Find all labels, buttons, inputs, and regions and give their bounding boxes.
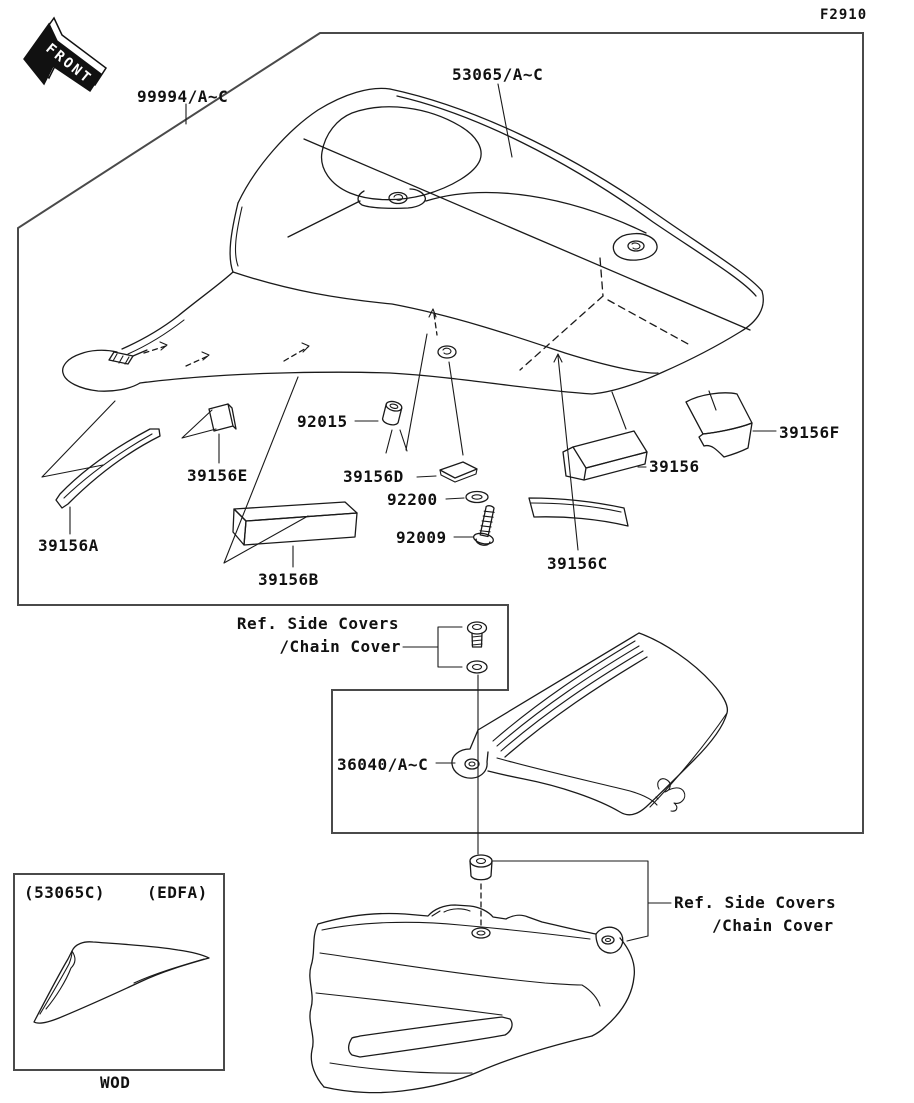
label-damper: 92015 xyxy=(297,412,348,431)
label-pad-c: 39156C xyxy=(547,554,608,573)
front-direction-arrow xyxy=(24,18,106,91)
pad-39156A-drawing xyxy=(56,429,160,508)
label-pad-b: 39156B xyxy=(258,570,319,589)
label-pad-d: 39156D xyxy=(343,467,404,486)
label-kit: 99994/A~C xyxy=(137,87,229,106)
figure-code: F2910 xyxy=(820,7,868,23)
label-pad: 39156 xyxy=(649,457,700,476)
variant-inset-box xyxy=(14,874,224,1070)
label-cowl-assy: 36040/A~C xyxy=(337,755,429,774)
pad-39156D-drawing xyxy=(440,462,477,482)
ref2-chain-cover: /Chain Cover xyxy=(712,916,834,935)
label-bolt: 92009 xyxy=(396,528,447,547)
ref1-chain-cover: /Chain Cover xyxy=(279,637,401,656)
screw-icon xyxy=(468,622,487,647)
pad-39156C-drawing xyxy=(529,498,628,526)
ref1-side-covers: Ref. Side Covers xyxy=(236,614,399,633)
label-pad-e: 39156E xyxy=(187,466,248,485)
label-washer: 92200 xyxy=(387,490,438,509)
label-seat-cowl: 53065/A~C xyxy=(452,65,544,84)
inset-mark: WOD xyxy=(100,1073,131,1092)
washer-icon xyxy=(467,661,487,673)
damper-92015-drawing xyxy=(382,400,403,426)
adhesion-point-arrows xyxy=(144,342,309,366)
pad-39156-drawing xyxy=(563,431,647,480)
bolt-92009-drawing xyxy=(472,504,500,547)
label-pad-f: 39156F xyxy=(779,423,840,442)
damper-pointer-lines xyxy=(386,430,407,453)
pad-39156F-drawing xyxy=(686,393,752,457)
seat-cowl-top-view-drawing xyxy=(63,88,764,455)
inset-color-code: (EDFA) xyxy=(147,883,208,902)
collar-grommet-icon xyxy=(470,855,492,880)
front-arrow-label: FRONT xyxy=(42,40,96,88)
washer-92200-drawing xyxy=(466,492,488,503)
brand-swirl-mark xyxy=(656,779,685,811)
side-cover-chain-cover-drawing xyxy=(310,905,635,1093)
variant-cowl-profile-drawing xyxy=(34,942,209,1023)
ref2-side-covers: Ref. Side Covers xyxy=(674,893,837,912)
inset-part-no: (53065C) xyxy=(24,883,106,902)
label-pad-a: 39156A xyxy=(38,536,99,555)
main-assembly-border xyxy=(18,33,863,833)
pad-39156E-drawing xyxy=(209,404,236,431)
single-seat-cowl-36040-drawing xyxy=(452,633,727,815)
